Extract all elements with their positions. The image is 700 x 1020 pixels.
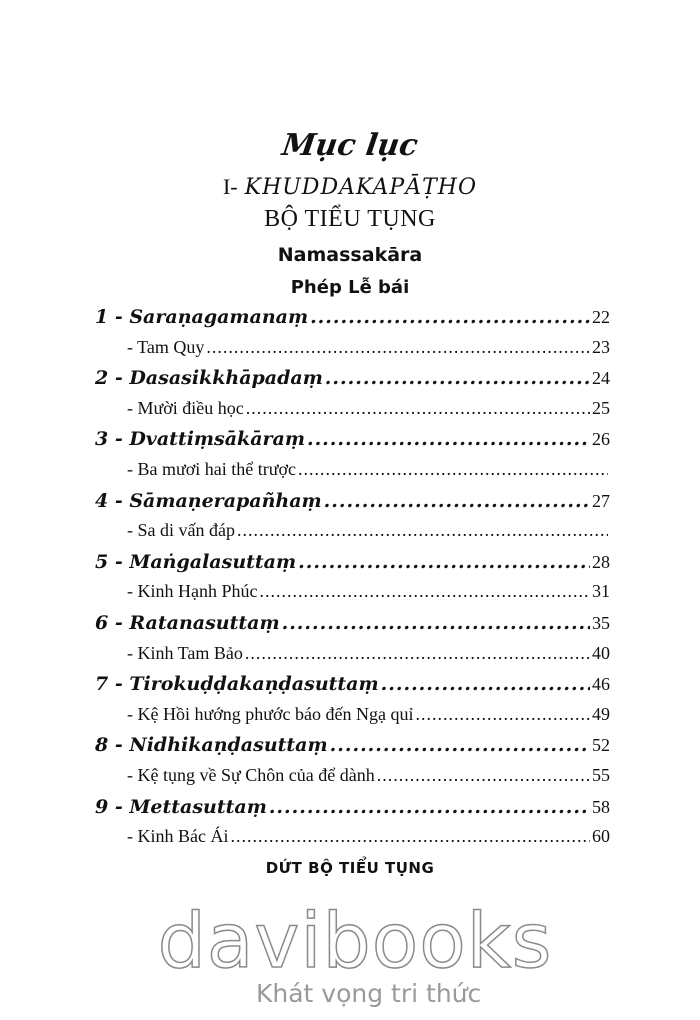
dot-leader [259, 581, 590, 602]
toc-entry [95, 734, 610, 756]
toc-label: 9 - Mettasuttaṃ [95, 796, 267, 818]
toc-label: 5 - Maṅgalasuttaṃ [95, 551, 297, 573]
dot-leader [325, 367, 590, 389]
toc-page-number: 49 [592, 704, 610, 724]
toc-label: 8 - Nidhikaṇḍasuttaṃ [95, 734, 328, 756]
toc-page-number: 25 [592, 398, 610, 418]
toc-entry [95, 428, 610, 450]
dot-leader [324, 490, 590, 512]
toc-label: - Kệ Hồi hướng phước báo đến Ngạ quỉ [127, 704, 414, 724]
toc-subentry [127, 581, 610, 602]
toc-label: - Mười điều học [127, 398, 244, 418]
toc-label: 4 - Sāmaṇerapañhaṃ [95, 490, 322, 512]
page-title: Mục lục [279, 128, 421, 163]
toc-page-number: 40 [592, 643, 610, 663]
toc-page-number: 27 [592, 491, 610, 511]
toc-entry [95, 612, 610, 634]
toc-subentry [127, 826, 610, 847]
section-number: I- [222, 174, 238, 199]
toc-subentry [127, 337, 610, 358]
toc-subentry [127, 459, 610, 480]
watermark-tagline: Khát vọng tri thức [256, 979, 482, 1008]
toc-page-number: 52 [592, 735, 610, 755]
dot-leader [298, 551, 590, 573]
dot-leader [206, 337, 590, 358]
dot-leader [282, 612, 590, 634]
dot-leader [237, 520, 608, 541]
toc-page-number: 46 [592, 674, 610, 694]
toc-label: - Sa di vấn đáp [127, 520, 235, 540]
dot-leader [416, 704, 591, 725]
toc-page-number: 23 [592, 337, 610, 357]
toc-label: - Kinh Hạnh Phúc [127, 581, 258, 601]
toc-page-number: 60 [592, 826, 610, 846]
dot-leader [245, 643, 590, 664]
watermark-brand: davibooks [157, 896, 553, 985]
toc-entry [95, 673, 610, 695]
dot-leader [377, 765, 590, 786]
toc-entry [95, 306, 610, 328]
toc-page-number: 31 [592, 581, 610, 601]
toc-label: - Kệ tụng về Sự Chôn của để dành [127, 765, 375, 785]
toc-label: 3 - Dvattiṃsākāraṃ [95, 428, 305, 450]
toc-label: 6 - Ratanasuttaṃ [95, 612, 280, 634]
toc-subentry [127, 520, 610, 541]
dot-leader [269, 796, 590, 818]
toc-page-number: 22 [592, 307, 610, 327]
toc-subentry [127, 398, 610, 419]
toc-subentry [127, 643, 610, 664]
toc-label: 2 - Dasasikkhāpadaṃ [95, 367, 323, 389]
dot-leader [330, 734, 590, 756]
intro-pali: Namassakāra [277, 244, 423, 266]
toc-page-number: 35 [592, 613, 610, 633]
toc-entry [95, 796, 610, 818]
toc-page-number: 28 [592, 552, 610, 572]
dot-leader [298, 459, 608, 480]
dot-leader [230, 826, 590, 847]
dot-leader [307, 428, 590, 450]
dot-leader [310, 306, 590, 328]
dot-leader [381, 673, 590, 695]
toc-label: 7 - Tirokuḍḍakaṇḍasuttaṃ [95, 673, 379, 695]
toc-entry [95, 490, 610, 512]
toc-subentry [127, 765, 610, 786]
toc-entry [95, 367, 610, 389]
toc-label: 1 - Saraṇagamanaṃ [95, 306, 309, 328]
toc-label: - Kinh Tam Bảo [127, 643, 243, 663]
toc-page-number: 26 [592, 429, 610, 449]
toc-page-number: 24 [592, 368, 610, 388]
toc-page-number: 58 [592, 797, 610, 817]
toc-label: - Ba mươi hai thể trược [127, 459, 297, 479]
section-name: KHUDDAKAPĀṬHO [244, 175, 477, 200]
dot-leader [246, 398, 590, 419]
intro-viet: Phép Lễ bái [290, 277, 410, 298]
toc-label: - Tam Quy [127, 337, 205, 357]
section-heading [0, 174, 700, 200]
toc-entry [95, 551, 610, 573]
book-name: BỘ TIỂU TỤNG [264, 206, 436, 232]
toc-page-number: 55 [592, 765, 610, 785]
toc-label: - Kinh Bác Ái [127, 826, 229, 846]
toc-subentry [127, 704, 610, 725]
end-of-book-label: DỨT BỘ TIỂU TỤNG [265, 859, 435, 877]
